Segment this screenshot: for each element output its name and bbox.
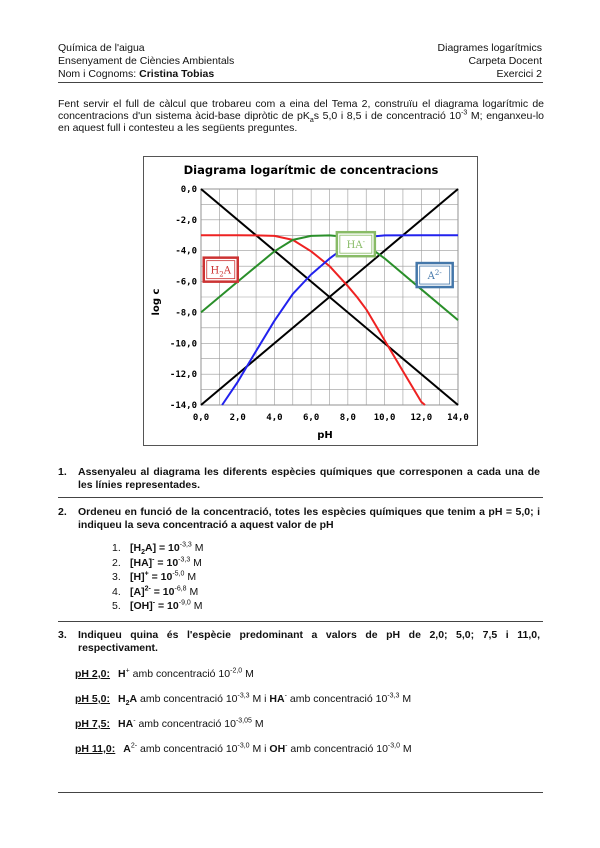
folder-title: Carpeta Docent (468, 55, 542, 67)
x-tick-label: 10,0 (373, 413, 396, 423)
x-tick-label: 4,0 (266, 413, 283, 423)
y-tick-label: -4,0 (175, 246, 197, 257)
x-tick-label: 8,0 (339, 413, 356, 423)
program-title: Ensenyament de Ciències Ambientals (58, 55, 235, 67)
x-tick-label: 6,0 (303, 413, 320, 423)
answer-ph-11: pH 11,0: $A^{2-}$ amb concentració $10^{-3,0}$ M i OH- amb concentració $10^{-3,0}$ M (75, 742, 412, 755)
name-label: Nom i Cognoms: (58, 68, 140, 80)
x-tick-label: 2,0 (229, 413, 246, 423)
y-axis-label: log c (151, 288, 162, 316)
answer-ph-5: pH 5,0: $H_2A$ amb concentració $10^{-3,3}$ M i HA- amb concentració $10^{-3,3}$ M (75, 692, 412, 708)
answer-ph-2: pH 2,0: H+ amb concentració $10^{-2,0}$ M (75, 667, 254, 680)
footer-divider (58, 792, 543, 793)
chart-svg (143, 156, 478, 446)
list-item: 2. $[HA]^- = 10^{-3,3}$ M (112, 556, 202, 569)
list-item: 3. $[H]^+ = 10^{-5,0}$ M (112, 570, 197, 583)
list-item: 5. $[OH]^- = 10^{-9,0}$ M (112, 599, 203, 612)
y-tick-label: -12,0 (169, 370, 197, 381)
y-tick-label: 0,0 (180, 185, 197, 195)
divider-1 (58, 497, 543, 498)
header-divider (58, 82, 543, 83)
y-tick-label: -8,0 (175, 308, 197, 319)
chart-title: Diagrama logarítmic de concentracions (183, 163, 439, 177)
question-2: 2. Ordeneu en funció de la concentració, totes les espècies químiques que tenim a pH = 5,0; i indiqueu la seva concentració a aquest valor de pH (58, 506, 540, 531)
x-axis-label: pH (317, 430, 333, 441)
list-item: 4. $[A]^{2-} = 10^{-6,8}$ M (112, 585, 199, 598)
label-box-h2a-text: $H_2A$ (210, 265, 231, 279)
list-item: 1. $[H_2A] = 10^{-3,3}$ M (112, 541, 204, 557)
question-1: 1. Assenyaleu al diagrama les diferents espècies químiques que corresponen a cada una de les línies representades. (58, 466, 540, 491)
answer-ph-7-5: pH 7,5: HA- amb concentració $10^{-3,05}$ M (75, 717, 264, 730)
question-3: 3. Indiqueu quina és l'espècie predominant a valors de pH de 2,0; 5,0; 7,5 i 11,0, respectivament. (58, 629, 540, 654)
divider-2 (58, 621, 543, 622)
y-tick-label: -10,0 (169, 339, 197, 350)
concentration-list (112, 541, 203, 614)
topic-title: Diagrames logarítmics (437, 42, 542, 54)
y-tick-label: -6,0 (175, 277, 197, 288)
header-right (438, 42, 542, 81)
header-left (58, 42, 234, 81)
label-box-ha-minus-text: HA- (346, 238, 366, 252)
x-tick-label: 12,0 (410, 413, 433, 423)
y-tick-label: -2,0 (175, 215, 197, 226)
x-tick-label: 0,0 (192, 413, 210, 423)
label-box-a2-minus-text: $A^{2-}$ (427, 269, 442, 283)
course-title: Química de l'aigua (58, 42, 145, 54)
student-name-line (58, 68, 234, 81)
intro-paragraph: Fent servir el full de càlcul que trobareu com a eina del Tema 2, construïu el diagrama logarítmic de concentracions d'un sistema àcid-base dipròtic de $pK_as$ 5,0 i 8,5 i de concentració $10^{-3}$ M; enganxeu-lo en aquest full i contesteu a les següents preguntes. (58, 98, 544, 134)
log-concentration-chart (143, 156, 478, 446)
x-tick-label: 14,0 (447, 413, 469, 423)
exercise-number: Exercici 2 (496, 68, 542, 80)
student-name: Cristina Tobias (139, 68, 215, 80)
y-tick-label: -14,0 (169, 401, 197, 411)
